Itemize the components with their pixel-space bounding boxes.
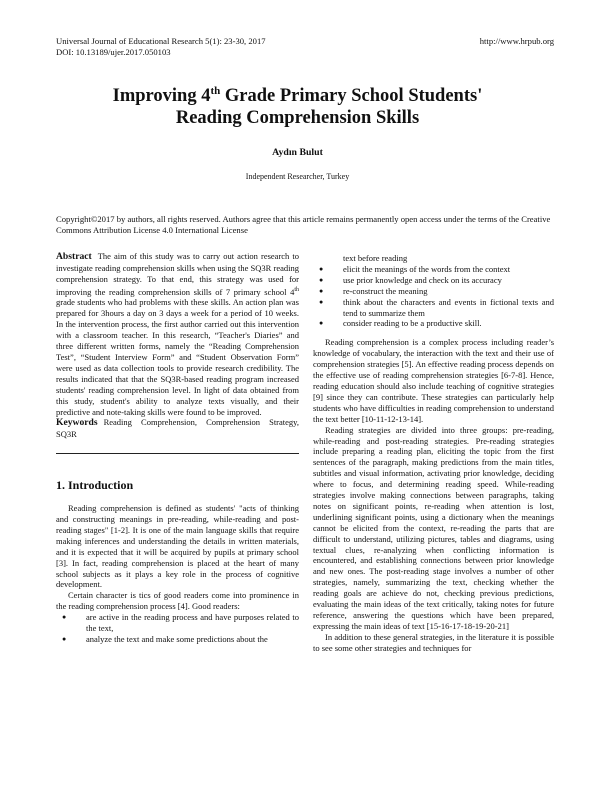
divider (56, 453, 299, 454)
list-item: ● think about the characters and events in fictional texts and tend to summarize them (313, 297, 554, 319)
keywords-text: Reading Comprehension, Comprehension Strategy, SQ3R (56, 417, 299, 440)
list-item: ● analyze the text and make some predictions about the (56, 634, 299, 645)
list-item: ● elicit the meanings of the words from the context (313, 264, 554, 275)
section-heading-introduction: 1. Introduction (56, 478, 134, 493)
list-item: ● use prior knowledge and check on its accuracy (313, 275, 554, 286)
list-item: ● re-construct the meaning (313, 286, 554, 297)
abstract-label: Abstract (56, 251, 92, 262)
list-continuation (313, 253, 554, 264)
keywords (56, 417, 299, 440)
paper-title (0, 80, 595, 129)
title-ordinal-sup: th (210, 85, 221, 97)
intro-paragraph-2: Certain character is tics of good readers come into prominence in the reading comprehension process [4]. Good readers: (56, 590, 299, 612)
copyright-notice: Copyright©2017 by authors, all rights reserved. Authors agree that this article remains permanently open access under the terms of the Creative Commons Attribution License 4.0 International License (56, 214, 551, 235)
author-affiliation: Independent Researcher, Turkey (245, 172, 350, 181)
journal-citation: Universal Journal of Educational Research 5(1): 23-30, 2017 (56, 36, 266, 46)
abstract-sup: th (294, 286, 299, 293)
good-readers-list-cont (313, 264, 554, 329)
intro-paragraph-1: Reading comprehension is defined as students' "acts of thinking and constructing meanings in pre-reading, while-reading and post-reading stages" [1-2]. It is one of the main language skills that require making inferences and understanding the details in written materials, and it is expected that it will be acquired by pupils at primary school [3]. In fact, reading comprehension is placed at the heart of many school subjects as it plays a key role in the process of cognitive development. (56, 503, 299, 590)
right-column (313, 253, 554, 654)
list-item: ● are active in the reading process and have purposes related to the text, (56, 612, 299, 634)
good-readers-list (56, 612, 299, 645)
list-item: ● consider reading to be a productive skill. (313, 318, 554, 329)
abstract-text-pre: The aim of this study was to carry out action research to investigate reading comprehension skills when using the SQ3R reading comprehension strategy. To that end, this strategy was used for improving the reading comprehension skills of 7 primary school 4 (56, 251, 299, 297)
abstract-text-post: grade students who had problems with these skills. An action plan was prepared for 3hours a day on 3 days a week for a period of 10 weeks. In the intervention process, the first author carried out this intervention with a classroom teacher. In this research, “Teacher's Diaries” and three different written forms, namely the “Reading Comprehension Test”, “Student Interview Form” and “Student Observation Form” were used as data collection tools to provide research credibility. The results indicated that that the SQ3R-based reading program increased students' reading comprehension level. In light of data obtained from this study, student's ability to analyze texts visually, and their predictive and note-taking skills were found to be improved. (56, 297, 299, 417)
abstract (56, 251, 299, 417)
title-line2: Reading Comprehension Skills (175, 108, 420, 129)
left-column (56, 251, 299, 645)
author-name: Aydın Bulut (272, 147, 323, 158)
list-item-continued: text before reading (343, 253, 408, 263)
title-line1-post: Grade Primary School Students' (220, 86, 483, 107)
journal-url[interactable]: http://www.hrpub.org (479, 36, 554, 46)
running-header (56, 36, 266, 58)
body-paragraph-3: In addition to these general strategies, in the literature it is possible to see some other strategies and techniques for (313, 631, 554, 653)
keywords-label: Keywords (56, 417, 98, 429)
doi: DOI: 10.13189/ujer.2017.050103 (56, 47, 171, 57)
body-paragraph-1: Reading comprehension is a complex process including reader’s knowledge of vocabulary, the interaction with the text and their use of comprehension strategies [5]. An effective reading process depends on the effective use of reading comprehension strategies [6-7-8]. Hence, reading education should also include teaching of cognitive strategies [9] since they can contribute. These strategies can particularly help students who have difficulties in reading comprehension to understand the text better [10-11-12-13-14]. (313, 337, 554, 424)
title-line1-pre: Improving 4 (112, 86, 211, 107)
body-paragraph-2: Reading strategies are divided into three groups: pre-reading, while-reading and post-reading strategies. Pre-reading strategies include preparing a reading plan, eliciting the topic from the first sentences of the paragraph, making predictions from the main titles, subtitles and visual information, activating prior knowledge, deciding where to focus, and determining reading speed. While-reading strategies involve making connections between paragraphs, taking notes on significant points, re-reading when attention is lost, underlining significant points, using a dictionary when the meanings cannot be elicited from the context, re-reading the parts that are difficult to understand, utilizing pictures, tables and diagrams, using textual clues, re-analyzing when conflicting information is encountered, and establishing connections between prior knowledge and new ones. The post-reading stage involves a number of other strategies, namely, summarizing the text, checking whether the reading goals are achieve do not, checking previous predictions, evaluating the main ideas of the text critically, taking notes for future reference, answering the questions which have been prepared, expressing the main ideas of text [15-16-17-18-19-20-21] (313, 424, 554, 631)
